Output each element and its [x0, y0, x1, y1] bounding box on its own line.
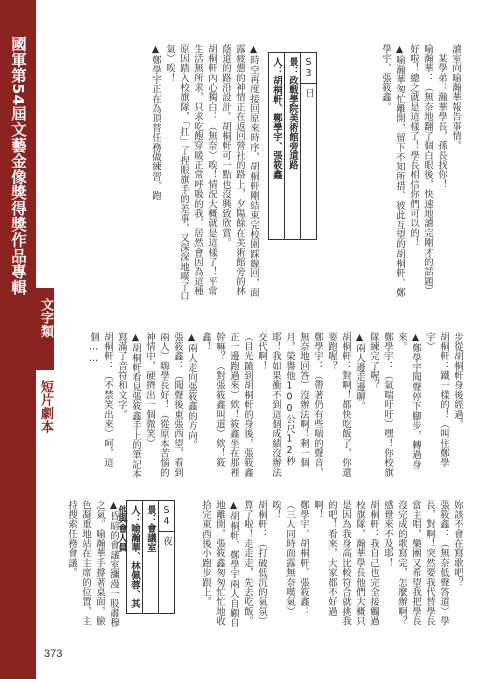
paragraph: ▲胡桐軒看見張筱鑫手上的筆記本寫滿了音符和文字。 [116, 332, 141, 479]
text-column-middle-right [64, 44, 260, 304]
paragraph: 胡桐軒：對啊！都快吃飯了，你還要跑喔？ [326, 332, 351, 478]
paragraph: 胡桐軒內心獨白：（無奈）唉！情況大概就是這樣了！平常生活無所求，只求吃飽穿暖正常呼吸的我，居然會因為這種原因踏入校旗隊，「扛」了捏眼旗手的差事，又深深地嘆了口氣）唉！ [164, 44, 217, 301]
scene-3-labels [300, 53, 316, 239]
page-number: 373 [44, 648, 63, 660]
category-label: 文字類 [38, 298, 53, 338]
scene-location: 景：會議室 [142, 501, 158, 613]
paragraph: 胡桐軒：我自己也完全接觸過校旗隊，瀚華學長他們大概只是因為我身高比較符合就挑我的吧！看來，大家都不好過啊！ [312, 500, 379, 626]
paragraph: 鄭學宇：（帶著仍有些喘的聲音，無奈地回答）沒辦法啊！剩一個月，榮譽他100公尺12秒耶！我如果衝不到這個成績沒辦法交代啊！ [256, 332, 323, 478]
scene-time: 夜 [161, 536, 172, 546]
scene-people: 人：喻瀚華、林佩蓉、其他與會人員 [116, 505, 140, 609]
paragraph: 胡桐軒：（不禁笑出來）呵，這個…… [88, 332, 113, 468]
paragraph: ▲兩人邊走邊聊。 [354, 332, 365, 412]
paragraph: 鄭學宇、胡桐軒、張筱鑫：（三人同時面露無奈嘆氣）唉！ [270, 500, 309, 617]
paragraph: 胡桐軒：鐵一樣的！（叫住鄭學宇） [424, 332, 449, 468]
scene-time: 日 [303, 88, 314, 98]
paragraph: ▲鄭學宇聞聲停下腳步，轉過身來。 [396, 332, 421, 470]
subcategory-label: 短片劇本 [38, 380, 53, 434]
paragraph: 喻瀚華：（無奈地翻了個白眼後，快速地讀完剛才的話題）好啦！總之就是這樣了！學長相信你們可以的！ [408, 44, 433, 296]
publication-title: 國軍第54屆文藝金像獎得獎作品專輯 [9, 36, 27, 296]
paragraph: ▲昏暗的會議室瀰漫一股肅穆之氣。喻瀚華手撐著桌面，臉色凝重地站在主席的位置，主持搜索任務會議。 [66, 500, 119, 628]
paragraph: 讀室向喻瀚華報告事情。 [450, 44, 461, 151]
paragraph: ▲時空再度接回原來時序，胡桐軒剛結束完校園踩線回，面露疲憊的神情正在返回營社的路上，夕陽餘在美術館旁的林蔭道的路沿設計。胡桐軒可一點也沒興致欣賞。 [220, 44, 259, 298]
scene-4-labels [158, 501, 174, 613]
paragraph: ▲兩人走向張筱鑫的方向。 [186, 332, 197, 450]
paragraph: ▲喻瀚華匆忙離開，留下不知所措、彼此互望的胡桐軒、鄭學宇、張筱鑫。 [380, 44, 405, 298]
scene-people: 人：胡桐軒、鄭學宇、張筱鑫 [271, 57, 282, 180]
scene-4-header [116, 500, 175, 614]
paragraph: 鄭學宇：（氣喘吁吁）嘿！你校旗隊練完了喔？ [368, 332, 393, 478]
paragraph: ▲鄭學宇正在為頂替任務做練習，跑 [150, 44, 161, 201]
scene-location: 景：政戰學院美術館旁道路 [284, 53, 300, 239]
text-column-lower-right [64, 332, 464, 482]
scene-3-header [268, 52, 317, 240]
text-column-right-top [378, 44, 462, 304]
paragraph: 妳該不會在寫歌吧？ [452, 500, 463, 588]
paragraph: 張筱鑫：（無奈低聲答道）學長，對啊！突然要我代替學長當主唱，樂團又希望我把學長沒完成的歌寫完，怎麼辦啊？感覺來不及耶！ [382, 500, 449, 626]
paragraph: 某學弟：瀚華學長，孫長找你！ [436, 44, 447, 190]
text-column-bottom-left [64, 500, 120, 630]
paragraph: ▲胡桐軒、鄭學宇兩人自顧自地離開，張筱鑫匆匆忙忙地收拾完東西後小跑步跟上。 [200, 500, 239, 628]
scene-number: S4 [159, 501, 174, 532]
paragraph: 胡桐軒：（打破低沉的氣氛）算了啦！走走走，先去吃飯。 [242, 500, 267, 626]
paragraph: （目光隨到胡桐軒的身後，張筱鑫正一邊跑過來）欸！筱鑫坐在那裡幹嘛？（對張筱鑫叫道）欸！筱鑫！ [200, 332, 253, 478]
paragraph: 張筱鑫：（聞聲後東張西望，看到兩人）嗨學長好！（從原本苦惱的神情中，硬擠出一個微笑） [144, 332, 183, 478]
paragraph: 步從胡桐軒身後經過。 [452, 332, 463, 429]
scene-number: S3 [301, 53, 316, 84]
